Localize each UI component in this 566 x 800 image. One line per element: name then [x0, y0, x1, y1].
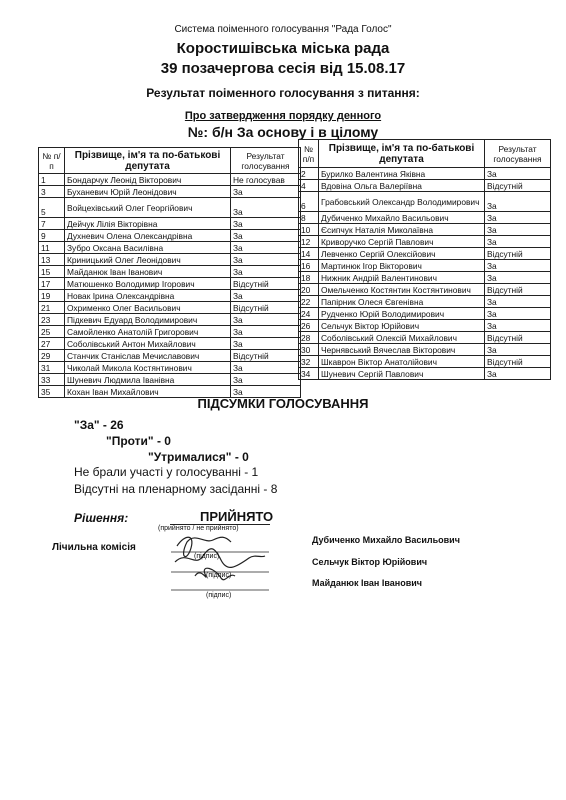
row-number: 19	[39, 290, 65, 302]
decision-value: ПРИЙНЯТО	[200, 509, 274, 524]
table-row	[299, 248, 551, 260]
vote-result: За	[485, 224, 551, 236]
signature-note-1: (підпис)	[194, 553, 220, 560]
system-name: Система поіменного голосування "Рада Голос"	[174, 24, 392, 35]
signature-note-2: (підпис)	[206, 572, 232, 579]
vote-result: Відсутній	[485, 248, 551, 260]
tally-for	[74, 418, 124, 432]
vote-result: За	[485, 272, 551, 284]
deputy-name: Кохан Іван Михайлович	[65, 386, 231, 398]
table-row	[39, 374, 301, 386]
vote-result: За	[485, 320, 551, 332]
table-row	[299, 192, 551, 212]
commission-member: Сельчук Віктор Юрійович	[312, 557, 428, 567]
row-number: 10	[299, 224, 319, 236]
result-title: Результат поіменного голосування з питання:	[146, 86, 420, 100]
row-number: 25	[39, 326, 65, 338]
deputy-name: Майданюк Іван Іванович	[65, 266, 231, 278]
table-row	[299, 344, 551, 356]
table-row	[299, 224, 551, 236]
deputy-name: Новак Ірина Олександрівна	[65, 290, 231, 302]
decision-label: Рішення:	[74, 511, 129, 525]
deputy-name: Дубиченко Михайло Васильович	[319, 212, 485, 224]
row-number: 35	[39, 386, 65, 398]
vote-result: Відсутній	[485, 284, 551, 296]
commission-member: Дубиченко Михайло Васильович	[312, 535, 460, 545]
table-row	[39, 362, 301, 374]
deputy-name: Матюшенко Володимир Ігорович	[65, 278, 231, 290]
row-number: 21	[39, 302, 65, 314]
row-number: 4	[299, 180, 319, 192]
table-row	[299, 296, 551, 308]
vote-result: За	[485, 236, 551, 248]
row-number: 6	[299, 192, 319, 212]
vote-result: За	[231, 386, 301, 398]
table-row	[39, 254, 301, 266]
votes-table-right	[298, 139, 551, 380]
deputy-name: Підкевич Едуард Володимирович	[65, 314, 231, 326]
vote-result: Відсутній	[485, 180, 551, 192]
vote-result: За	[231, 198, 301, 218]
table-row	[39, 186, 301, 198]
row-number: 29	[39, 350, 65, 362]
table-row	[39, 242, 301, 254]
row-number: 28	[299, 332, 319, 344]
deputy-name: Нижник Андрій Валентинович	[319, 272, 485, 284]
table-row	[299, 260, 551, 272]
row-number: 33	[39, 374, 65, 386]
table-row	[299, 320, 551, 332]
vote-result: За	[231, 266, 301, 278]
deputy-name: Бурилко Валентина Яківна	[319, 168, 485, 180]
deputy-name: Чернявський Вячеслав Вікторович	[319, 344, 485, 356]
vote-result: За	[231, 374, 301, 386]
table-row	[39, 218, 301, 230]
row-number: 8	[299, 212, 319, 224]
col-name-header: Прізвище, ім'я та по-батькові депутата	[319, 140, 485, 168]
deputy-name: Мартинюк Ігор Вікторович	[319, 260, 485, 272]
row-number: 13	[39, 254, 65, 266]
col-name-header: Прізвище, ім'я та по-батькові депутата	[65, 148, 231, 174]
tally-abstain-value: - 0	[231, 450, 249, 464]
row-number: 26	[299, 320, 319, 332]
deputy-name: Сельчук Віктор Юрійович	[319, 320, 485, 332]
deputy-name: Охрименко Олег Васильович	[65, 302, 231, 314]
table-row	[299, 272, 551, 284]
row-number: 27	[39, 338, 65, 350]
vote-result: За	[485, 308, 551, 320]
signatures	[165, 528, 275, 598]
deputy-name: Зубро Оксана Василівна	[65, 242, 231, 254]
deputy-name: Криворучко Сергій Павлович	[319, 236, 485, 248]
deputy-name: Папірник Олеся Євгенівна	[319, 296, 485, 308]
summary-title: ПІДСУМКИ ГОЛОСУВАННЯ	[197, 396, 369, 411]
decision-note: (прийнято / не прийнято)	[158, 525, 239, 532]
col-num-header: № п/п	[299, 140, 319, 168]
vote-result: За	[231, 242, 301, 254]
row-number: 30	[299, 344, 319, 356]
table-row	[299, 212, 551, 224]
tally-not-voted: Не брали участі у голосуванні - 1	[74, 465, 259, 479]
table-row	[39, 278, 301, 290]
table-row	[299, 368, 551, 380]
vote-result: Відсутній	[231, 278, 301, 290]
table-row	[299, 236, 551, 248]
vote-number: №: б/н За основу і в цілому	[187, 124, 379, 140]
row-number: 32	[299, 356, 319, 368]
deputy-name: Дейчук Лілія Вікторівна	[65, 218, 231, 230]
commission-label: Лічильна комісія	[52, 542, 136, 553]
vote-result: За	[231, 230, 301, 242]
votes-table-left	[38, 147, 301, 398]
col-result-header: Результат голосування	[485, 140, 551, 168]
row-number: 34	[299, 368, 319, 380]
row-number: 11	[39, 242, 65, 254]
row-number: 23	[39, 314, 65, 326]
vote-result: За	[485, 260, 551, 272]
deputy-name: Самойленко Анатолій Григорович	[65, 326, 231, 338]
row-number: 12	[299, 236, 319, 248]
vote-result: За	[231, 314, 301, 326]
table-row	[39, 302, 301, 314]
deputy-name: Духневич Олена Олександрівна	[65, 230, 231, 242]
deputy-name: Шуневич Людмила Іванівна	[65, 374, 231, 386]
row-number: 16	[299, 260, 319, 272]
tally-against-value: - 0	[153, 434, 171, 448]
deputy-name: Грабовський Олександр Володимирович	[319, 192, 485, 212]
row-number: 5	[39, 198, 65, 218]
deputy-name: Левченко Сергій Олексійович	[319, 248, 485, 260]
row-number: 22	[299, 296, 319, 308]
vote-result: За	[485, 212, 551, 224]
row-number: 24	[299, 308, 319, 320]
vote-result: За	[231, 218, 301, 230]
vote-result: Відсутній	[485, 332, 551, 344]
deputy-name: Рудченко Юрій Володимирович	[319, 308, 485, 320]
tally-abstain-label: "Утрималися"	[148, 450, 232, 464]
row-number: 20	[299, 284, 319, 296]
tally-abstain	[148, 450, 249, 464]
vote-result: За	[485, 368, 551, 380]
table-row	[299, 168, 551, 180]
deputy-name: Бондарчук Леонід Вікторович	[65, 174, 231, 186]
vote-result: Відсутній	[485, 356, 551, 368]
vote-result: Відсутній	[231, 350, 301, 362]
table-row	[39, 314, 301, 326]
vote-topic: Про затвердження порядку денного	[184, 110, 382, 122]
signature-note-3: (підпис)	[206, 592, 232, 599]
vote-result: За	[485, 168, 551, 180]
deputy-name: Соболівський Олексій Михайлович	[319, 332, 485, 344]
table-row	[39, 266, 301, 278]
tally-for-value: - 26	[99, 418, 124, 432]
table-row	[39, 174, 301, 186]
deputy-name: Криницький Олег Леонідович	[65, 254, 231, 266]
council-title: Коростишівська міська рада	[176, 40, 390, 57]
row-number: 18	[299, 272, 319, 284]
vote-result: За	[485, 296, 551, 308]
table-row	[299, 332, 551, 344]
table-row	[39, 326, 301, 338]
session-title: 39 позачергова сесія від 15.08.17	[160, 60, 406, 77]
commission-member: Майданюк Іван Іванович	[312, 578, 422, 588]
row-number: 14	[299, 248, 319, 260]
vote-result: За	[231, 254, 301, 266]
row-number: 31	[39, 362, 65, 374]
deputy-name: Єсипчук Наталія Миколаївна	[319, 224, 485, 236]
row-number: 2	[299, 168, 319, 180]
deputy-name: Вдовіна Ольга Валеріївна	[319, 180, 485, 192]
row-number: 3	[39, 186, 65, 198]
vote-result: За	[485, 192, 551, 212]
vote-result: За	[231, 186, 301, 198]
tally-against-label: "Проти"	[106, 434, 154, 448]
deputy-name: Войцехівський Олег Георгійович	[65, 198, 231, 218]
vote-result: Не голосував	[231, 174, 301, 186]
row-number: 7	[39, 218, 65, 230]
tally-against	[106, 434, 171, 448]
row-number: 1	[39, 174, 65, 186]
deputy-name: Станчик Станіслав Мечиславович	[65, 350, 231, 362]
vote-result: Відсутній	[231, 302, 301, 314]
row-number: 15	[39, 266, 65, 278]
table-row	[39, 290, 301, 302]
table-row	[39, 198, 301, 218]
deputy-name: Омельченко Костянтин Костянтинович	[319, 284, 485, 296]
table-row	[39, 230, 301, 242]
table-row	[299, 356, 551, 368]
deputy-name: Буханевич Юрій Леонідович	[65, 186, 231, 198]
row-number: 17	[39, 278, 65, 290]
vote-result: За	[231, 362, 301, 374]
tally-absent: Відсутні на пленарному засіданні - 8	[74, 482, 278, 496]
table-row	[39, 350, 301, 362]
col-result-header: Результат голосування	[231, 148, 301, 174]
deputy-name: Шуневич Сергій Павлович	[319, 368, 485, 380]
row-number: 9	[39, 230, 65, 242]
table-row	[39, 338, 301, 350]
vote-result: За	[231, 338, 301, 350]
vote-result: За	[231, 290, 301, 302]
table-row	[299, 308, 551, 320]
deputy-name: Чиколай Микола Костянтинович	[65, 362, 231, 374]
table-row	[299, 180, 551, 192]
tally-for-label: "За"	[74, 418, 100, 432]
deputy-name: Соболівський Антон Михайлович	[65, 338, 231, 350]
table-row	[299, 284, 551, 296]
deputy-name: Шкаврон Віктор Анатолійович	[319, 356, 485, 368]
col-num-header: № п/п	[39, 148, 65, 174]
vote-result: За	[231, 326, 301, 338]
vote-result: За	[485, 344, 551, 356]
